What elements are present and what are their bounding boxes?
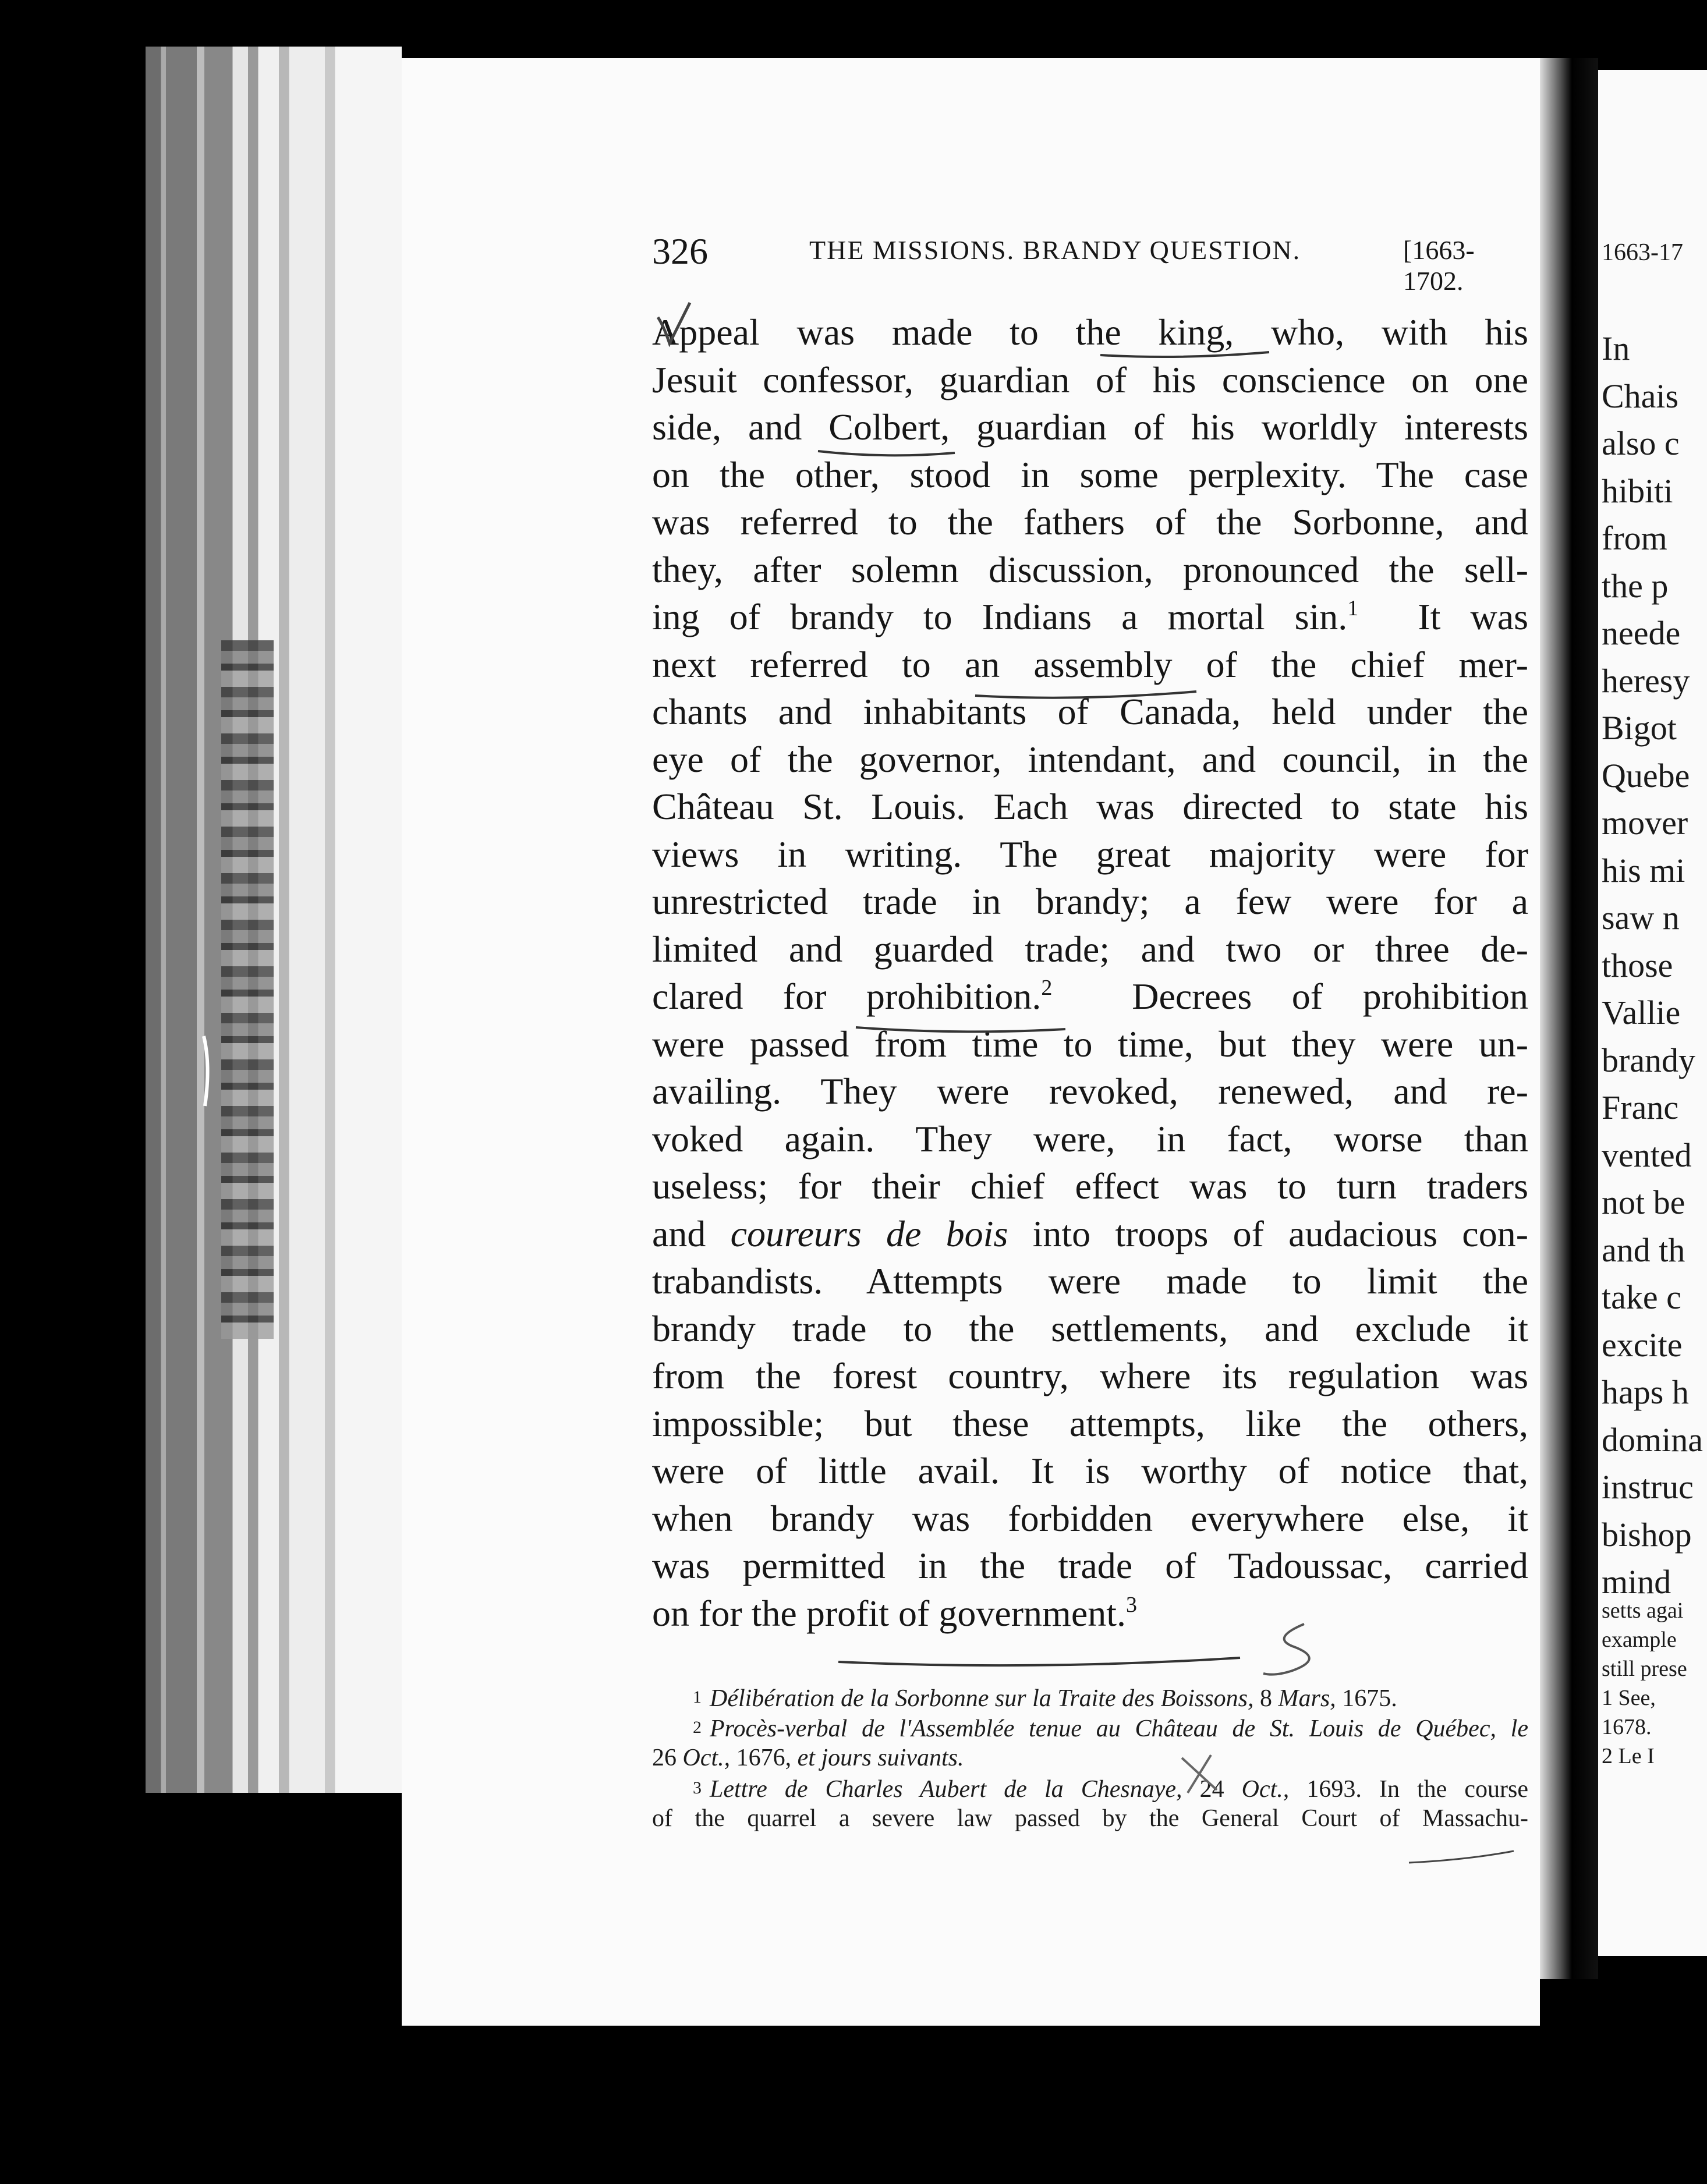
text-line: clared for prohibition.$^2$ Decrees of prohibition: [652, 976, 1528, 1017]
facing-page-line: from: [1602, 519, 1667, 557]
text-line: were passed from time to time, but they were un-: [652, 1023, 1528, 1065]
facing-page-line: mover: [1602, 804, 1688, 842]
footnote-3-cont: of the quarrel a severe law passed by the General Court of Massachu-: [652, 1805, 1528, 1832]
running-header: [652, 230, 1528, 296]
text-line: and coureurs de bois into troops of audacious con-: [652, 1212, 1529, 1254]
facing-page-line: heresy: [1602, 661, 1690, 700]
text-line: trabandists. Attempts were made to limit the: [652, 1260, 1528, 1302]
body-text: [652, 309, 1528, 1637]
footnotes: [652, 1682, 1528, 1834]
page-edges: [146, 47, 402, 1793]
facing-page-line: domina: [1602, 1420, 1703, 1459]
facing-page-line: excite: [1602, 1325, 1683, 1364]
running-title: THE MISSIONS. BRANDY QUESTION.: [809, 235, 1301, 265]
text-line: was permitted in the trade of Tadoussac, carried: [652, 1545, 1528, 1586]
header-years: [1663-1702.: [1403, 235, 1475, 296]
facing-page-line: and th: [1602, 1231, 1685, 1269]
footnote-3: 3 Lettre de Charles Aubert de la Chesnaye, 24 Oct., 1693. In the course: [693, 1776, 1529, 1803]
facing-page-line: also c: [1602, 424, 1680, 462]
facing-page-header: 1663-17: [1602, 239, 1683, 266]
text-line: limited and guarded trade; and two or three de-: [652, 928, 1528, 970]
facing-page-line: those: [1602, 946, 1673, 984]
text-line: eye of the governor, intendant, and council, in the: [652, 738, 1528, 780]
facing-page-footnote-line: still prese: [1602, 1657, 1687, 1681]
text-line: useless; for their chief effect was to turn traders: [652, 1165, 1528, 1207]
facing-page-line: bishop: [1602, 1515, 1692, 1554]
text-line: voked again. They were, in fact, worse than: [652, 1118, 1528, 1160]
facing-page-line: mind: [1602, 1563, 1671, 1601]
facing-page-line: not be: [1602, 1183, 1685, 1221]
text-line: impossible; but these attempts, like the others,: [652, 1402, 1528, 1444]
facing-page-line: saw n: [1602, 899, 1680, 937]
footnote-ref: 1: [1347, 596, 1359, 621]
text-line: side, and Colbert, guardian of his worldly interests: [652, 406, 1528, 448]
facing-page-line: neede: [1602, 614, 1681, 652]
footnote-ref: 2: [1041, 976, 1053, 1000]
page-number: 326: [652, 231, 708, 272]
text-line: were of little avail. It is worthy of notice that,: [652, 1450, 1528, 1491]
text-line: chants and inhabitants of Canada, held under the: [652, 691, 1528, 732]
text-line: views in writing. The great majority were for: [652, 833, 1528, 875]
text-line: on the other, stood in some perplexity. The case: [652, 453, 1528, 495]
footnote-2-cont: 26 Oct., 1676, et jours suivants.: [652, 1745, 964, 1771]
facing-page-line: hibiti: [1602, 471, 1673, 510]
text-line: Appeal was made to the king, who, with his: [652, 311, 1528, 353]
facing-page-line: his mi: [1602, 851, 1685, 889]
facing-page: [1598, 70, 1707, 1956]
text-line: Château St. Louis. Each was directed to state his: [652, 786, 1528, 827]
footnote-2: 2 Procès-verbal de l'Assemblée tenue au Château de St. Louis de Québec, le: [693, 1715, 1528, 1742]
facing-page-footnote-line: 2 Le I: [1602, 1744, 1655, 1768]
text-line: when brandy was forbidden everywhere else, it: [652, 1497, 1528, 1539]
facing-page-line: Franc: [1602, 1089, 1679, 1126]
text-line: from the forest country, where its regulation was: [652, 1355, 1528, 1396]
facing-page-line: brandy: [1602, 1041, 1696, 1079]
facing-page-line: Vallie: [1602, 994, 1681, 1031]
facing-page-line: Quebe: [1602, 756, 1690, 795]
text-line: availing. They were revoked, renewed, and re-: [652, 1070, 1528, 1112]
facing-page-line: haps h: [1602, 1373, 1689, 1411]
text-line: on for the profit of government.$^3$: [652, 1592, 1137, 1634]
text-line: ing of brandy to Indians a mortal sin.$^1$ It was: [652, 596, 1529, 637]
text-line: brandy trade to the settlements, and exclude it: [652, 1307, 1528, 1349]
facing-page-footnote-line: setts agai: [1602, 1598, 1684, 1623]
footnote-ref: 3: [1126, 1592, 1137, 1617]
text-line: Jesuit confessor, guardian of his conscience on one: [652, 359, 1528, 400]
text-line: they, after solemn discussion, pronounced the sell-: [652, 548, 1528, 590]
facing-page-line: the p: [1602, 566, 1669, 605]
book-gutter: [1540, 58, 1598, 1979]
facing-page-line: In: [1602, 329, 1630, 367]
facing-page-line: instruc: [1602, 1468, 1694, 1506]
footnote-1: 1 Délibération de la Sorbonne sur la Traite des Boissons, 8 Mars, 1675.: [693, 1685, 1397, 1712]
page-edge-shadow: [221, 640, 274, 1339]
facing-page-line: Chais: [1602, 377, 1679, 415]
text-line: next referred to an assembly of the chief mer-: [652, 643, 1528, 685]
facing-page-footnote-line: example: [1602, 1628, 1677, 1652]
facing-page-line: vented: [1602, 1136, 1692, 1174]
text-line: unrestricted trade in brandy; a few were for a: [652, 881, 1528, 922]
facing-page-line: Bigot: [1602, 709, 1677, 747]
text-line: was referred to the fathers of the Sorbonne, and: [652, 501, 1528, 543]
italic-phrase: coureurs de bois: [730, 1212, 1008, 1254]
facing-page-line: take c: [1602, 1278, 1681, 1316]
facing-page-footnote-line: 1678.: [1602, 1715, 1652, 1739]
facing-page-footnote-line: 1 See,: [1602, 1686, 1656, 1710]
